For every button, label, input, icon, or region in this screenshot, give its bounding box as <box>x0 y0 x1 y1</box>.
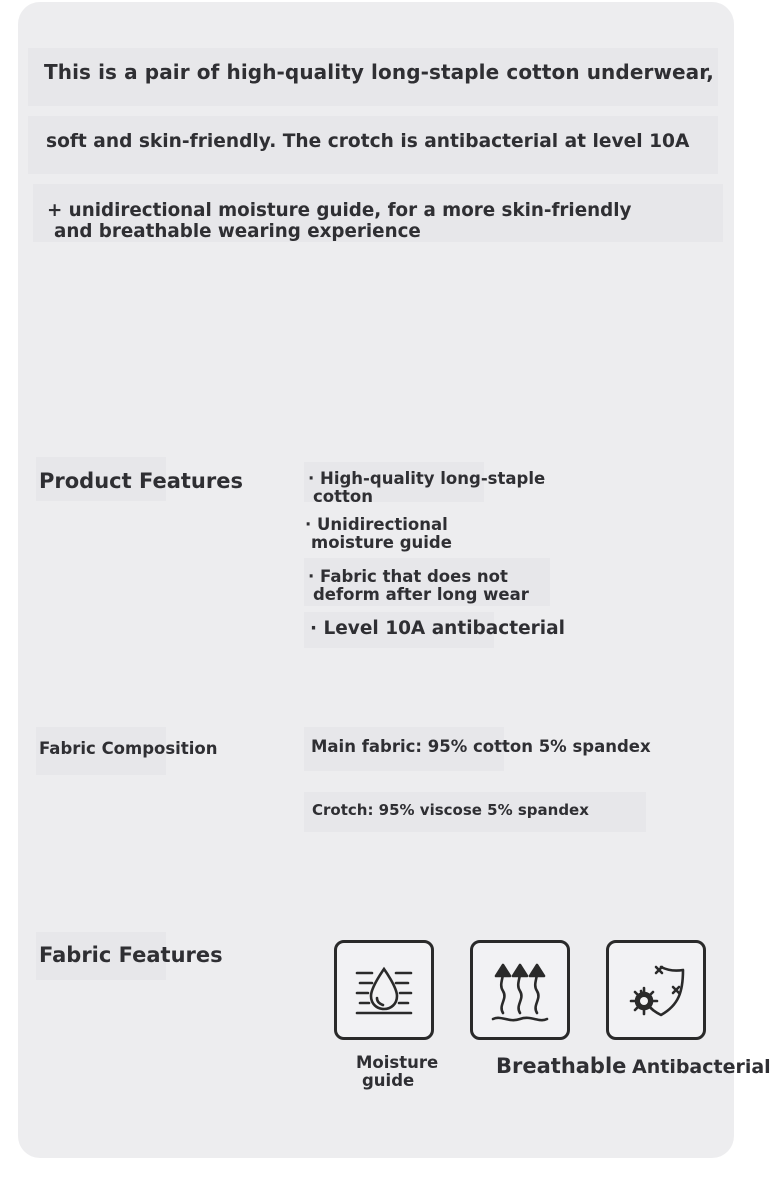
product-features-heading: Product Features <box>39 469 243 493</box>
feature-item-line: moisture guide <box>311 533 452 552</box>
intro-line-3b: and breathable wearing experience <box>54 221 421 242</box>
feature-item-line: · Fabric that does not <box>308 567 508 586</box>
breathable-label: Breathable <box>496 1054 627 1078</box>
main-fabric-composition: Main fabric: 95% cotton 5% spandex <box>311 737 651 756</box>
antibacterial-shield-icon <box>606 940 706 1040</box>
moisture-guide-label <box>356 1054 438 1090</box>
fabric-composition-heading: Fabric Composition <box>39 739 218 758</box>
moisture-guide-label-line: guide <box>362 1071 415 1090</box>
moisture-guide-label-line: Moisture <box>356 1053 439 1072</box>
feature-item <box>305 516 452 552</box>
intro-line-3a: + unidirectional moisture guide, for a more skin-friendly <box>47 200 632 221</box>
feature-item <box>308 568 529 604</box>
feature-item <box>310 620 565 638</box>
breathable-arrows-icon <box>470 940 570 1040</box>
feature-item <box>308 470 545 506</box>
fabric-features-heading: Fabric Features <box>39 943 223 967</box>
intro-line-1: This is a pair of high-quality long-staple cotton underwear, <box>44 60 715 84</box>
moisture-drop-icon <box>334 940 434 1040</box>
intro-line-3 <box>47 200 631 242</box>
feature-item-line: · Level 10A antibacterial <box>310 618 565 639</box>
antibacterial-label: Antibacterial <box>632 1056 771 1078</box>
feature-item-line: · High-quality long-staple <box>308 469 546 488</box>
crotch-fabric-composition: Crotch: 95% viscose 5% spandex <box>312 801 589 819</box>
feature-item-line: · Unidirectional <box>305 515 448 534</box>
intro-line-2: soft and skin-friendly. The crotch is antibacterial at level 10A <box>46 131 690 152</box>
product-detail-card <box>18 2 771 1158</box>
feature-item-line: deform after long wear <box>313 585 529 604</box>
feature-item-line: cotton <box>313 487 373 506</box>
